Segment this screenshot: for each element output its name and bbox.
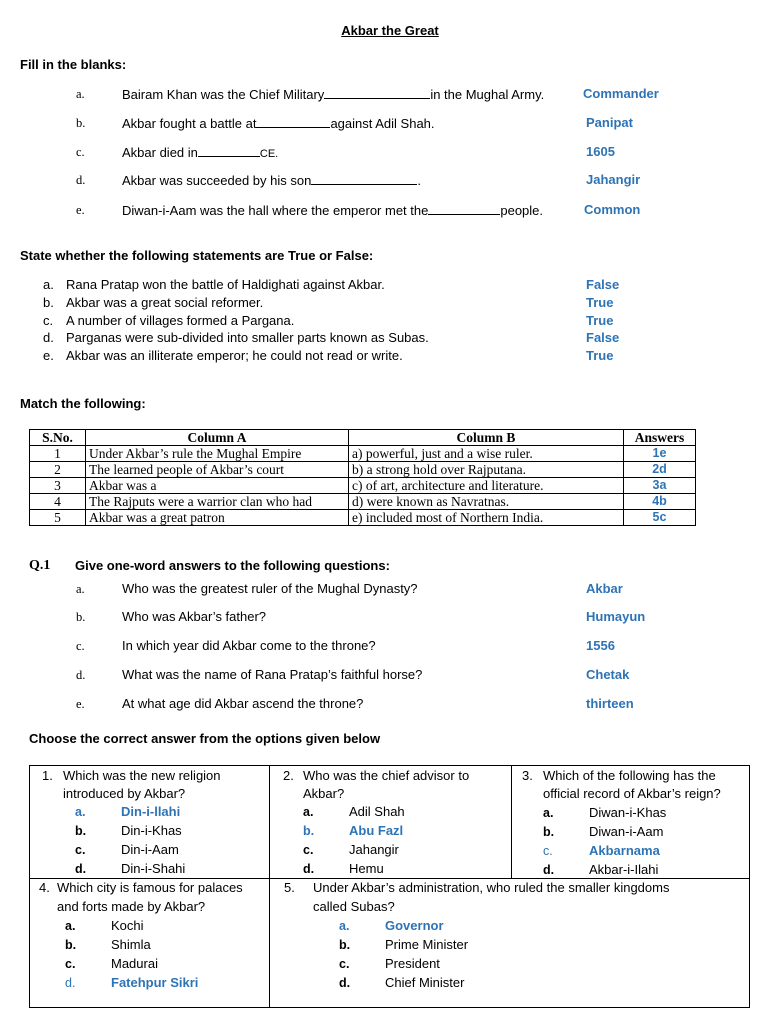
question-text: Akbar?: [303, 786, 345, 801]
blank-line: [324, 86, 430, 99]
blank-line: [198, 144, 260, 157]
option-text[interactable]: Diwan-i-Khas: [589, 805, 667, 820]
item-letter: a.: [76, 87, 85, 101]
question-number: Q.1: [29, 558, 51, 573]
option-letter: b.: [75, 824, 87, 838]
option-letter: d.: [75, 862, 87, 876]
item-text: against Adil Shah.: [330, 116, 435, 131]
item-letter: a.: [76, 582, 85, 596]
fill-blank-item: [122, 86, 544, 102]
item-text: Diwan-i-Aam was the hall where the emperor met the: [122, 203, 429, 218]
question-text: Who was the chief advisor to: [303, 768, 470, 783]
option-text[interactable]: Governor: [385, 918, 444, 933]
match-heading: Match the following:: [20, 396, 146, 411]
answer: False: [586, 330, 620, 345]
sno-cell: 5: [30, 510, 86, 526]
option-text[interactable]: Abu Fazl: [349, 823, 404, 838]
option-letter: a.: [339, 919, 350, 933]
question-text: Which was the new religion: [63, 768, 221, 783]
option-letter: c.: [339, 957, 350, 971]
item-text: At what age did Akbar ascend the throne?: [122, 696, 364, 711]
item-letter: e.: [76, 697, 85, 711]
item-text: Akbar fought a battle at: [122, 116, 257, 131]
question-number: 2.: [283, 768, 294, 783]
item-text: Akbar was an illiterate emperor; he could not read or write.: [66, 348, 403, 363]
answer: 1556: [586, 638, 615, 653]
item-text: .: [417, 173, 421, 188]
grid-line: [29, 1007, 750, 1008]
question-text: Which of the following has the: [543, 768, 716, 783]
question-text: and forts made by Akbar?: [57, 899, 206, 914]
true-false-heading: State whether the following statements are True or False:: [20, 248, 374, 263]
item-letter: b.: [76, 116, 86, 130]
column-header: Answers: [624, 430, 696, 446]
blank-line: [256, 115, 330, 128]
item-text: people.: [500, 203, 544, 218]
column-header: S.No.: [30, 430, 86, 446]
item-text: A number of villages formed a Pargana.: [66, 313, 295, 328]
option-letter: d.: [65, 976, 76, 990]
answer-cell: 4b: [624, 494, 696, 510]
item-text: CE.: [259, 148, 279, 160]
fill-blank-item: [122, 115, 435, 131]
table-row: [30, 494, 696, 510]
option-text[interactable]: Chief Minister: [385, 975, 465, 990]
option-letter: c.: [75, 843, 86, 857]
item-text: Bairam Khan was the Chief Military: [122, 87, 325, 102]
item-text: Rana Pratap won the battle of Haldighati against Akbar.: [66, 277, 385, 292]
item-text: In which year did Akbar come to the throne?: [122, 638, 376, 653]
option-text[interactable]: Din-i-Aam: [121, 842, 179, 857]
option-text[interactable]: Fatehpur Sikri: [111, 975, 199, 990]
answer: Jahangir: [586, 172, 641, 187]
option-text[interactable]: Diwan-i-Aam: [589, 824, 664, 839]
option-letter: b.: [65, 938, 77, 952]
option-letter: c.: [65, 957, 76, 971]
answer: thirteen: [586, 696, 634, 711]
column-b-cell: e) included most of Northern India.: [349, 510, 624, 526]
answer: 1605: [586, 144, 615, 159]
column-b-cell: a) powerful, just and a wise ruler.: [349, 446, 624, 462]
grid-line: [29, 765, 30, 1008]
answer: Common: [584, 202, 641, 217]
option-text[interactable]: Madurai: [111, 956, 158, 971]
option-text[interactable]: Shimla: [111, 937, 151, 952]
blank-line: [311, 172, 417, 185]
item-letter: a.: [43, 277, 54, 292]
option-letter: b.: [339, 938, 351, 952]
answer-cell: 1e: [624, 446, 696, 462]
option-letter: d.: [543, 863, 555, 877]
column-b-cell: b) a strong hold over Rajputana.: [349, 462, 624, 478]
option-text[interactable]: Akbar-i-Ilahi: [589, 862, 659, 877]
grid-line: [749, 765, 750, 1008]
question-text: Under Akbar’s administration, who ruled the smaller kingdoms: [313, 880, 670, 895]
option-letter: a.: [303, 805, 314, 819]
option-text[interactable]: Jahangir: [349, 842, 399, 857]
item-text: Akbar was a great social reformer.: [66, 295, 264, 310]
answer: False: [586, 277, 620, 292]
item-text: What was the name of Rana Pratap’s faithful horse?: [122, 667, 423, 682]
item-text: Akbar died in: [122, 145, 198, 160]
answer-cell: 2d: [624, 462, 696, 478]
sno-cell: 3: [30, 478, 86, 494]
column-header: Column B: [349, 430, 624, 446]
question-text: called Subas?: [313, 899, 395, 914]
option-text[interactable]: Hemu: [349, 861, 384, 876]
mcq-heading: Choose the correct answer from the options given below: [29, 731, 381, 746]
item-letter: d.: [43, 330, 54, 345]
table-header-row: [30, 430, 696, 446]
option-letter: a.: [75, 805, 86, 819]
column-a-cell: The Rajputs were a warrior clan who had: [86, 494, 349, 510]
page-title: Akbar the Great: [341, 23, 439, 38]
column-b-cell: c) of art, architecture and literature.: [349, 478, 624, 494]
option-letter: b.: [543, 825, 555, 839]
answer: Akbar: [586, 581, 623, 596]
option-text[interactable]: Din-i-Khas: [121, 823, 182, 838]
option-letter: a.: [543, 806, 554, 820]
grid-line: [269, 765, 270, 1008]
option-text[interactable]: Kochi: [111, 918, 144, 933]
question-text: introduced by Akbar?: [63, 786, 186, 801]
table-row: [30, 510, 696, 526]
question-text: official record of Akbar’s reign?: [543, 786, 721, 801]
fill-blanks-heading: Fill in the blanks:: [20, 57, 127, 72]
answer: True: [586, 295, 614, 310]
question-number: 5.: [284, 880, 295, 895]
option-letter: b.: [303, 824, 315, 838]
item-letter: d.: [76, 173, 86, 187]
item-letter: b.: [76, 610, 86, 624]
question-number: 3.: [522, 768, 533, 783]
item-letter: d.: [76, 668, 86, 682]
grid-line: [511, 765, 512, 879]
option-letter: d.: [339, 976, 351, 990]
option-letter: c.: [543, 844, 553, 858]
column-header: Column A: [86, 430, 349, 446]
question-text: Which city is famous for palaces: [57, 880, 243, 895]
table-row: [30, 446, 696, 462]
answer: Panipat: [586, 115, 633, 130]
blank-line: [428, 202, 500, 215]
item-text: Akbar was succeeded by his son: [122, 173, 312, 188]
grid-line: [29, 765, 750, 766]
answer: True: [586, 348, 614, 363]
item-text: Who was the greatest ruler of the Mughal Dynasty?: [122, 581, 418, 596]
column-b-cell: d) were known as Navratnas.: [349, 494, 624, 510]
option-text[interactable]: Akbarnama: [589, 843, 660, 858]
item-letter: e.: [76, 203, 85, 217]
sno-cell: 1: [30, 446, 86, 462]
fill-blank-item: [122, 144, 278, 160]
fill-blank-item: [122, 172, 421, 188]
answer: Commander: [583, 86, 659, 101]
match-table: [29, 429, 696, 526]
answer: True: [586, 313, 614, 328]
option-text[interactable]: Adil Shah: [349, 804, 405, 819]
question-number: 4.: [39, 880, 50, 895]
answer-cell: 5c: [624, 510, 696, 526]
option-text[interactable]: President: [385, 956, 440, 971]
question-number: 1.: [42, 768, 53, 783]
option-text[interactable]: Prime Minister: [385, 937, 469, 952]
grid-line: [29, 878, 750, 879]
column-a-cell: The learned people of Akbar’s court: [86, 462, 349, 478]
option-letter: c.: [303, 843, 314, 857]
fill-blank-item: [122, 202, 543, 218]
item-text: in the Mughal Army.: [430, 87, 545, 102]
option-text[interactable]: Din-i-Shahi: [121, 861, 186, 876]
answer: Humayun: [586, 609, 646, 624]
option-letter: a.: [65, 919, 76, 933]
sno-cell: 2: [30, 462, 86, 478]
table-row: [30, 478, 696, 494]
item-letter: b.: [43, 295, 54, 310]
item-letter: c.: [76, 639, 85, 653]
item-text: Who was Akbar’s father?: [122, 609, 267, 624]
item-letter: c.: [43, 313, 54, 328]
one-word-heading: Give one-word answers to the following questions:: [75, 558, 390, 573]
answer: Chetak: [586, 667, 630, 682]
column-a-cell: Under Akbar’s rule the Mughal Empire: [86, 446, 349, 462]
column-a-cell: Akbar was a great patron: [86, 510, 349, 526]
option-letter: d.: [303, 862, 315, 876]
option-text[interactable]: Din-i-llahi: [121, 804, 181, 819]
column-a-cell: Akbar was a: [86, 478, 349, 494]
table-row: [30, 462, 696, 478]
sno-cell: 4: [30, 494, 86, 510]
item-letter: c.: [76, 145, 85, 159]
item-text: Parganas were sub-divided into smaller parts known as Subas.: [66, 330, 429, 345]
item-letter: e.: [43, 348, 54, 363]
answer-cell: 3a: [624, 478, 696, 494]
